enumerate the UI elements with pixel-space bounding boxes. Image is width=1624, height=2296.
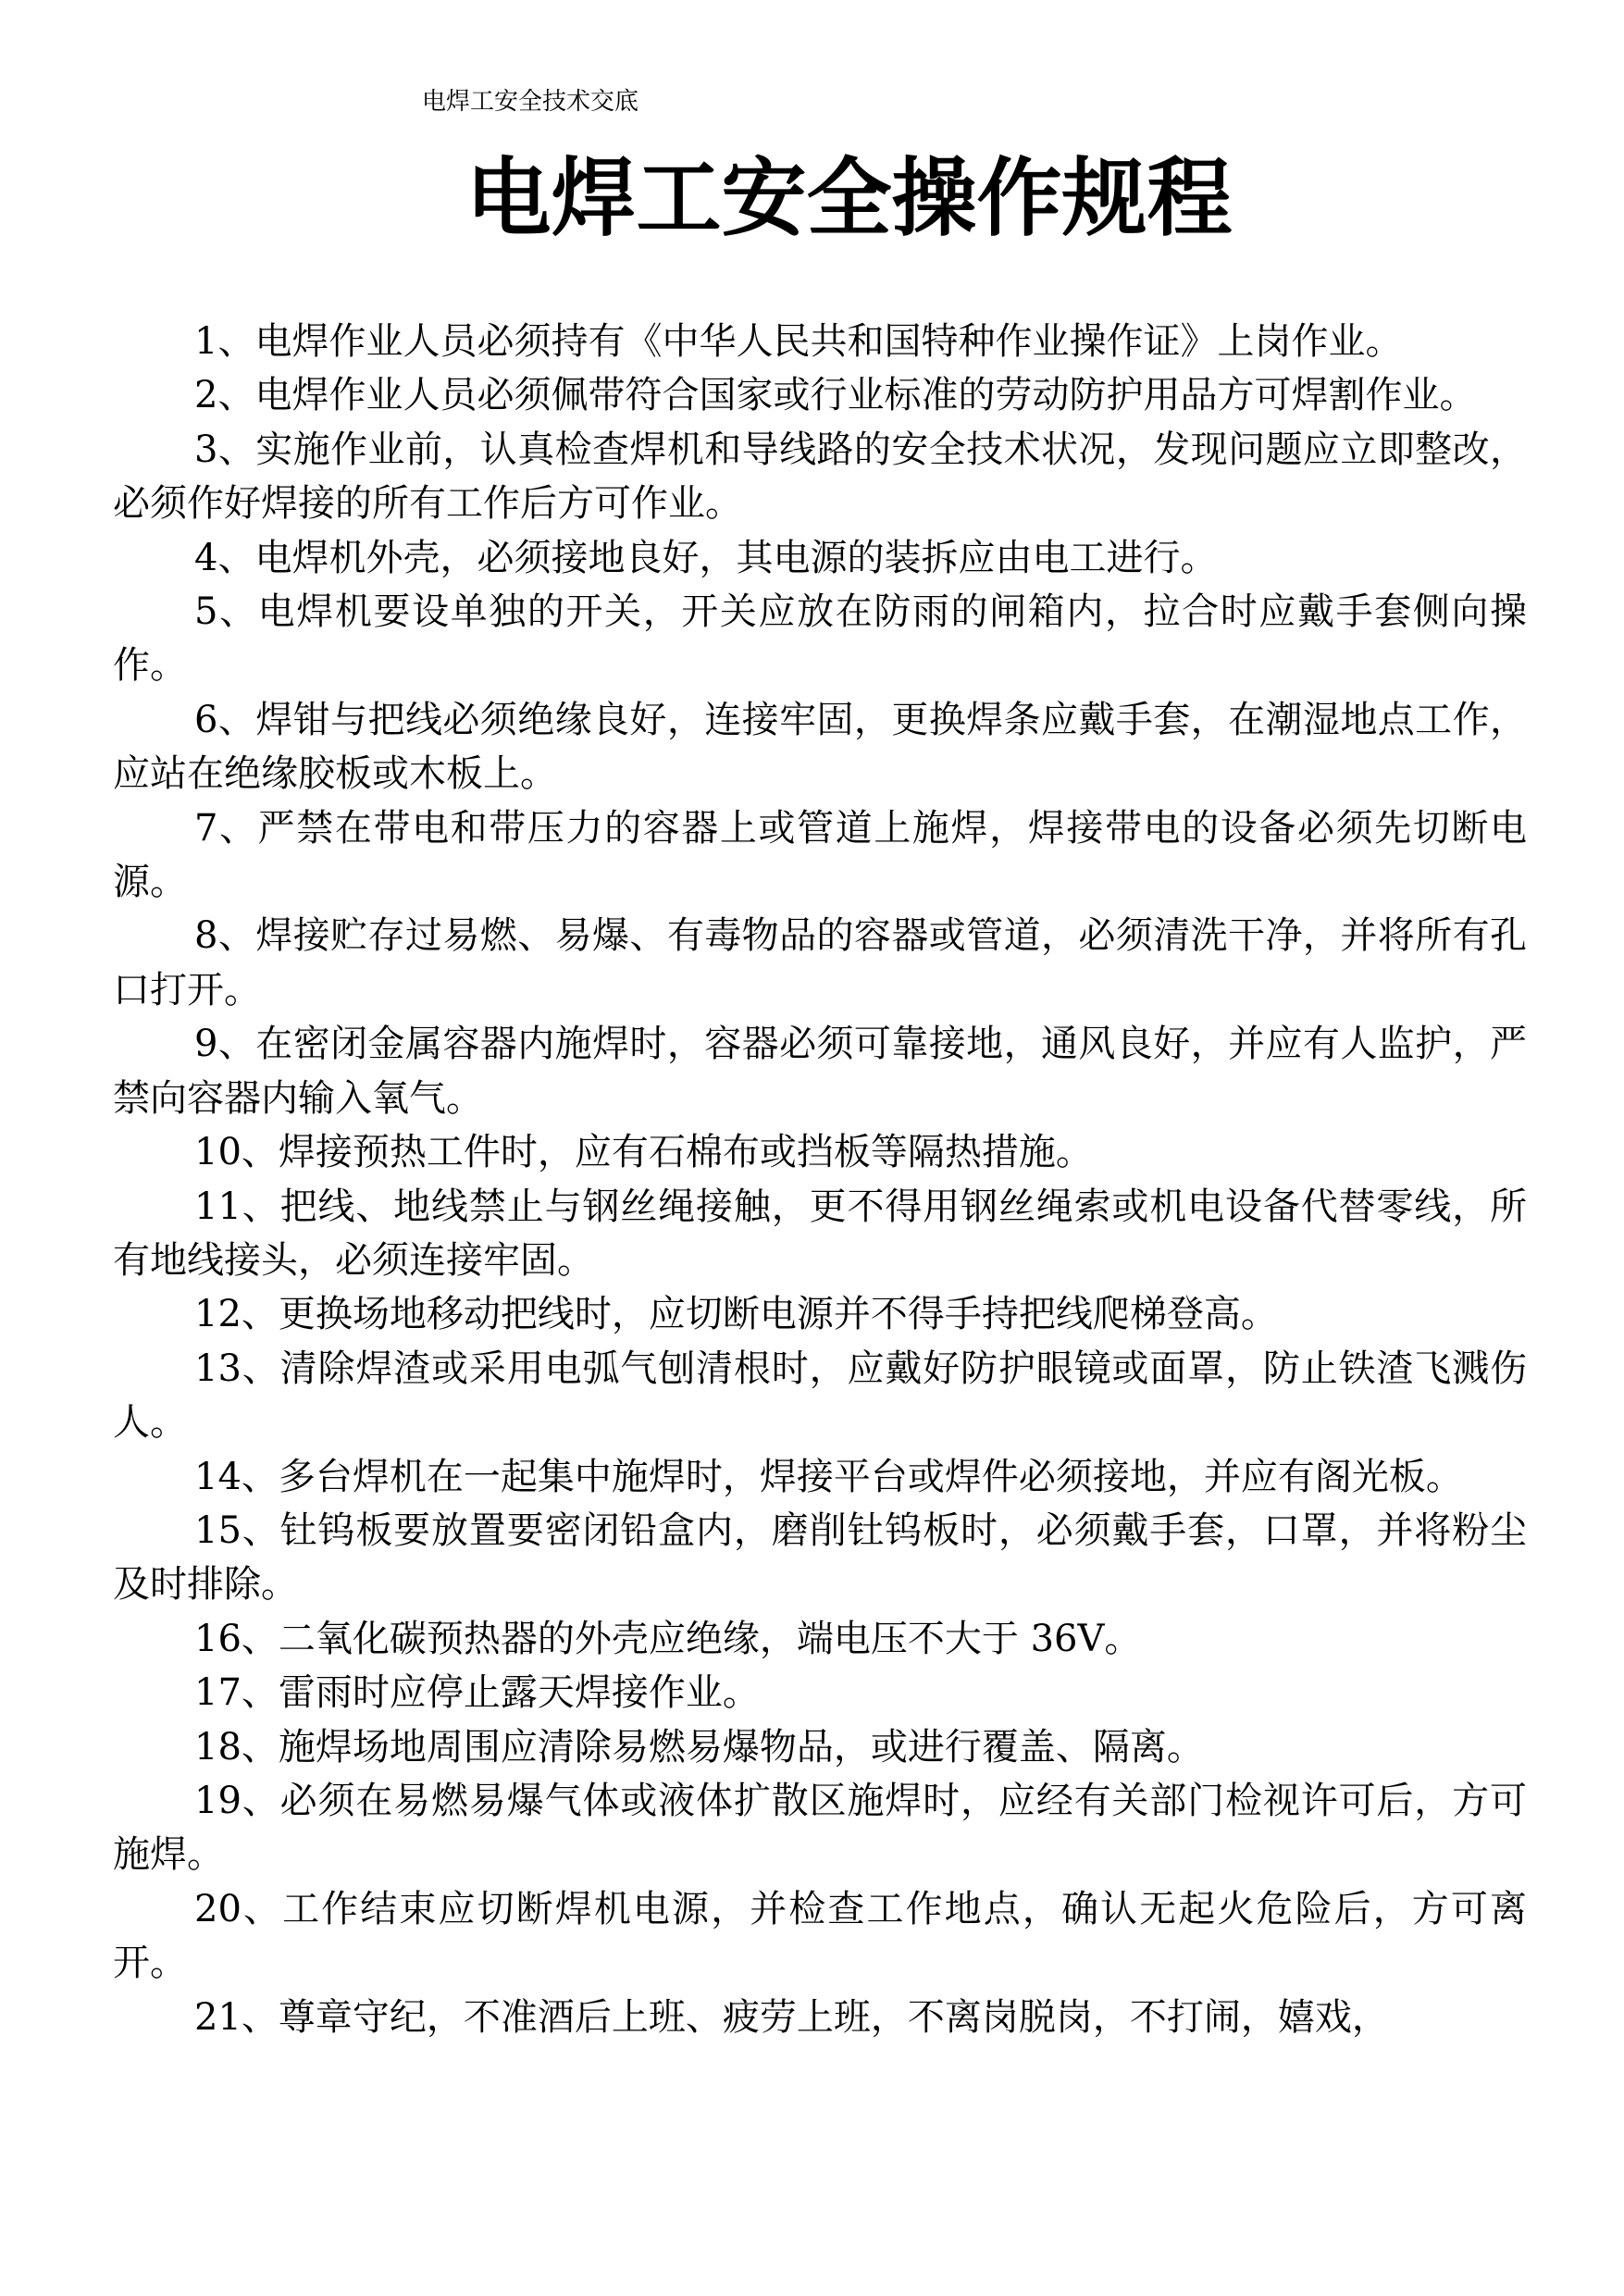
- rule-item: [113, 1666, 1527, 1719]
- rule-text: 20、工作结束应切断焊机电源，并检查工作地点，确认无起火危险后，方可离开。: [113, 1887, 1527, 1985]
- rule-item: [113, 1720, 1527, 1774]
- rule-item: [113, 1287, 1527, 1341]
- rule-text: 1、电焊作业人员必须持有《中华人民共和国特种作业操作证》上岗作业。: [194, 320, 1403, 363]
- rule-text: 17、雷雨时应停止露天焊接作业。: [194, 1671, 760, 1715]
- rule-text: 16、二氧化碳预热器的外壳应绝缘，端电压不大于 36V。: [194, 1617, 1142, 1660]
- rule-text: 5、电焊机要设单独的开关，开关应放在防雨的闸箱内，拉合时应戴手套侧向操作。: [113, 590, 1527, 688]
- rule-text: 10、焊接预热工件时，应有石棉布或挡板等隔热措施。: [194, 1131, 1093, 1174]
- rule-item: [113, 1125, 1527, 1179]
- page-title: 电焊工安全操作规程: [465, 149, 1233, 248]
- rule-item: [113, 368, 1527, 422]
- rule-item: [113, 909, 1527, 1017]
- rule-item: [113, 1342, 1527, 1450]
- rule-item: [113, 1882, 1527, 1991]
- rule-text: 13、清除焊渣或采用电弧气刨清根时，应戴好防护眼镜或面罩，防止铁渣飞溅伤人。: [113, 1347, 1527, 1445]
- rule-item: [113, 1612, 1527, 1666]
- rule-text: 15、钍钨板要放置要密闭铅盒内，磨削钍钨板时，必须戴手套，口罩，并将粉尘及时排除。: [113, 1508, 1527, 1607]
- rule-text: 7、严禁在带电和带压力的容器上或管道上施焊，焊接带电的设备必须先切断电源。: [113, 806, 1527, 904]
- rule-item: [113, 801, 1527, 910]
- rules-list: [113, 315, 1527, 2044]
- rule-text: 3、实施作业前，认真检查焊机和导线路的安全技术状况，发现问题应立即整改，必须作好焊接的所有工作后方可作业。: [113, 428, 1527, 526]
- rule-text: 11、把线、地线禁止与钢丝绳接触，更不得用钢丝绳索或机电设备代替零线，所有地线接头，必须连接牢固。: [113, 1185, 1527, 1282]
- rule-text: 12、更换场地移动把线时，应切断电源并不得手持把线爬梯登高。: [194, 1293, 1278, 1336]
- rule-text: 14、多台焊机在一起集中施焊时，焊接平台或焊件必须接地，并应有阁光板。: [194, 1455, 1463, 1498]
- rule-item: [113, 531, 1527, 585]
- rule-text: 9、在密闭金属容器内施焊时，容器必须可靠接地，通风良好，并应有人监护，严禁向容器内输入氧气。: [113, 1023, 1527, 1120]
- rule-item: [113, 1180, 1527, 1288]
- rule-item: [113, 1504, 1527, 1612]
- rule-item: [113, 1017, 1527, 1125]
- rule-item: [113, 693, 1527, 801]
- rule-text: 18、施焊场地周围应清除易燃易爆物品，或进行覆盖、隔离。: [194, 1725, 1204, 1769]
- rule-text: 4、电焊机外壳，必须接地良好，其电源的装拆应由电工进行。: [194, 536, 1218, 579]
- rule-text: 2、电焊作业人员必须佩带符合国家或行业标准的劳动防护用品方可焊割作业。: [194, 374, 1477, 417]
- rule-text: 21、尊章守纪，不准酒后上班、疲劳上班，不离岗脱岗，不打闹，嬉戏，: [194, 1995, 1389, 2039]
- rule-text: 19、必须在易燃易爆气体或液体扩散区施焊时，应经有关部门检视许可后，方可施焊。: [113, 1779, 1527, 1877]
- rule-item: [113, 423, 1527, 531]
- rule-text: 6、焊钳与把线必须绝缘良好，连接牢固，更换焊条应戴手套，在潮湿地点工作，应站在绝缘胶板或木板上。: [113, 698, 1527, 796]
- rule-text: 8、焊接贮存过易燃、易爆、有毒物品的容器或管道，必须清洗干净，并将所有孔口打开。: [113, 914, 1527, 1011]
- rule-item: [113, 1774, 1527, 1882]
- rule-item: [113, 585, 1527, 693]
- rule-item: [113, 315, 1527, 368]
- rule-item: [113, 1991, 1527, 2044]
- header-label: 电焊工安全技术交底: [422, 88, 639, 116]
- rule-item: [113, 1450, 1527, 1504]
